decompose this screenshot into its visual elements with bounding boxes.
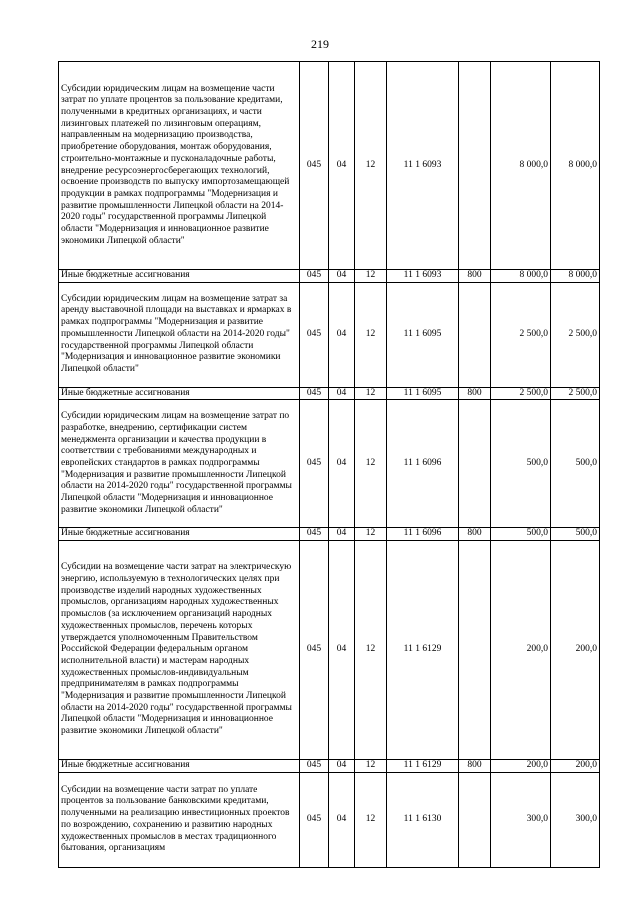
row-section-code: 04 <box>329 541 355 760</box>
row-ministry-code: 045 <box>300 541 329 760</box>
row-amount-2: 8 000,0 <box>551 270 600 283</box>
row-description: Иные бюджетные ассигнования <box>59 528 300 541</box>
row-amount-2: 200,0 <box>551 541 600 760</box>
row-target-code: 11 1 6095 <box>387 387 459 400</box>
table-row-subsidy <box>59 62 600 270</box>
row-ministry-code: 045 <box>300 62 329 270</box>
row-subsection-code: 12 <box>355 282 387 387</box>
row-target-code: 11 1 6129 <box>387 760 459 773</box>
row-description: Субсидии на возмещение части затрат на электрическую энергию, используемую в технологических целях при производстве изделий народных художественных промыслов, организациям народных художественных промыслов (за исключением организаций народных художественных промыслов, перечень которых утверждается уполномоченным Правительством Российской Федерации федеральным органом исполнительной власти) и мастерам народных художественных промыслов-индивидуальным предпринимателям в рамках подпрограммы "Модернизация и развитие промышленности Липецкой области на 2014-2020 годы" государственной программы Липецкой области "Модернизация и инновационное развитие экономики Липецкой области" <box>59 541 300 760</box>
row-amount-2: 200,0 <box>551 760 600 773</box>
row-target-code: 11 1 6095 <box>387 282 459 387</box>
row-amount-1: 2 500,0 <box>491 387 551 400</box>
row-ministry-code: 045 <box>300 760 329 773</box>
row-amount-1: 200,0 <box>491 760 551 773</box>
table-row-subsidy <box>59 282 600 387</box>
row-section-code: 04 <box>329 400 355 528</box>
row-amount-2: 2 500,0 <box>551 282 600 387</box>
row-section-code: 04 <box>329 760 355 773</box>
row-amount-1: 300,0 <box>491 772 551 867</box>
row-target-code: 11 1 6093 <box>387 270 459 283</box>
row-target-code: 11 1 6096 <box>387 528 459 541</box>
row-amount-1: 500,0 <box>491 528 551 541</box>
row-expense-type-code <box>459 282 491 387</box>
row-section-code: 04 <box>329 270 355 283</box>
row-amount-2: 2 500,0 <box>551 387 600 400</box>
row-target-code: 11 1 6096 <box>387 400 459 528</box>
table-row-allocation <box>59 387 600 400</box>
row-expense-type-code <box>459 62 491 270</box>
row-expense-type-code: 800 <box>459 270 491 283</box>
row-ministry-code: 045 <box>300 270 329 283</box>
table-row-allocation <box>59 760 600 773</box>
row-ministry-code: 045 <box>300 400 329 528</box>
row-subsection-code: 12 <box>355 772 387 867</box>
row-subsection-code: 12 <box>355 528 387 541</box>
row-section-code: 04 <box>329 528 355 541</box>
row-target-code: 11 1 6129 <box>387 541 459 760</box>
row-section-code: 04 <box>329 772 355 867</box>
row-amount-2: 300,0 <box>551 772 600 867</box>
row-description: Субсидии на возмещение части затрат по уплате процентов за пользование банковскими кредитами, полученными на реализацию инвестиционных проектов по возрождению, сохранению и развитию народных художественных промыслов в местах традиционного бытования, организациям <box>59 772 300 867</box>
row-ministry-code: 045 <box>300 528 329 541</box>
row-expense-type-code <box>459 541 491 760</box>
row-amount-1: 8 000,0 <box>491 270 551 283</box>
row-amount-2: 500,0 <box>551 528 600 541</box>
row-amount-2: 8 000,0 <box>551 62 600 270</box>
table-row-allocation <box>59 528 600 541</box>
row-section-code: 04 <box>329 282 355 387</box>
row-subsection-code: 12 <box>355 387 387 400</box>
row-expense-type-code: 800 <box>459 760 491 773</box>
row-ministry-code: 045 <box>300 772 329 867</box>
row-ministry-code: 045 <box>300 387 329 400</box>
row-description: Субсидии юридическим лицам на возмещение затрат за аренду выставочной площади на выставках и ярмарках в рамках подпрограммы "Модернизация и развитие промышленности Липецкой области на 2014-2020 годы" государственной программы Липецкой области "Модернизация и инновационное развитие экономики Липецкой области" <box>59 282 300 387</box>
row-expense-type-code <box>459 772 491 867</box>
row-amount-1: 8 000,0 <box>491 62 551 270</box>
row-target-code: 11 1 6130 <box>387 772 459 867</box>
row-description: Иные бюджетные ассигнования <box>59 270 300 283</box>
row-section-code: 04 <box>329 387 355 400</box>
row-description: Иные бюджетные ассигнования <box>59 387 300 400</box>
row-subsection-code: 12 <box>355 400 387 528</box>
row-amount-2: 500,0 <box>551 400 600 528</box>
row-subsection-code: 12 <box>355 760 387 773</box>
row-expense-type-code: 800 <box>459 528 491 541</box>
row-expense-type-code <box>459 400 491 528</box>
row-subsection-code: 12 <box>355 270 387 283</box>
row-target-code: 11 1 6093 <box>387 62 459 270</box>
row-amount-1: 200,0 <box>491 541 551 760</box>
row-amount-1: 2 500,0 <box>491 282 551 387</box>
row-description: Иные бюджетные ассигнования <box>59 760 300 773</box>
table-row-subsidy <box>59 400 600 528</box>
row-subsection-code: 12 <box>355 62 387 270</box>
table-row-allocation <box>59 270 600 283</box>
row-section-code: 04 <box>329 62 355 270</box>
row-ministry-code: 045 <box>300 282 329 387</box>
row-expense-type-code: 800 <box>459 387 491 400</box>
row-description: Субсидии юридическим лицам на возмещение части затрат по уплате процентов за пользование кредитами, полученными в кредитных организациях, и части лизинговых платежей по лизинговым операциям, направленным на модернизацию производства, приобретение оборудования, монтаж оборудования, строительно-монтажные и пусконаладочные работы, внедрение ресурсоэнергосберегающих технологий, освоение производств по выпуску импортозамещающей продукции в рамках подпрограммы "Модернизация и развитие промышленности Липецкой области на 2014-2020 годы" государственной программы Липецкой области "Модернизация и инновационное развитие экономики Липецкой области" <box>59 62 300 270</box>
table-row-subsidy <box>59 541 600 760</box>
page-number: 219 <box>311 37 329 51</box>
budget-table <box>58 61 600 868</box>
table-row-subsidy <box>59 772 600 867</box>
row-description: Субсидии юридическим лицам на возмещение затрат по разработке, внедрению, сертификации систем менеджмента организации и качества продукции в соответствии с требованиями международных и европейских стандартов в рамках подпрограммы "Модернизация и развитие промышленности Липецкой области на 2014-2020 годы" государственной программы Липецкой области "Модернизация и инновационное развитие экономики Липецкой области" <box>59 400 300 528</box>
row-amount-1: 500,0 <box>491 400 551 528</box>
row-subsection-code: 12 <box>355 541 387 760</box>
